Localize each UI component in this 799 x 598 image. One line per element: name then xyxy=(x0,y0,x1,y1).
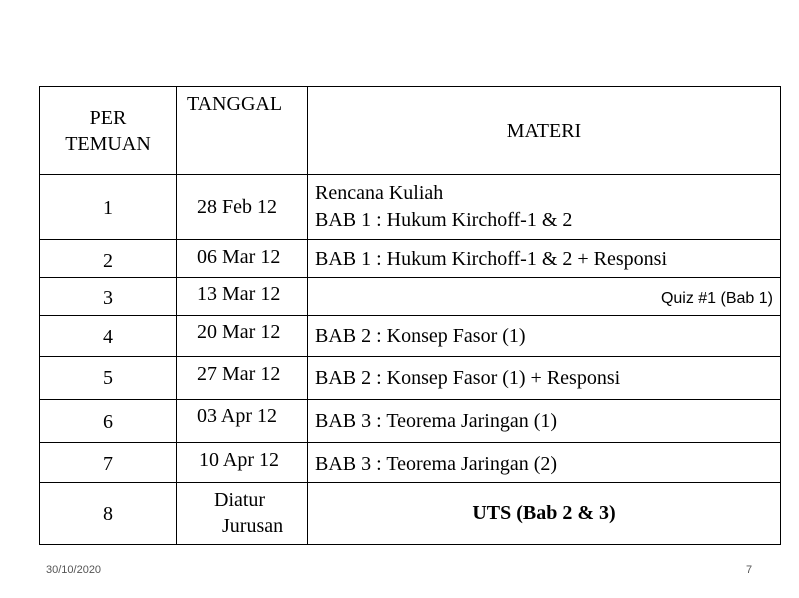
row-number: 8 xyxy=(103,502,113,525)
cell-no xyxy=(40,278,177,316)
header-materi-label: MATERI xyxy=(506,120,582,142)
row-date: 03 Apr 12 xyxy=(197,404,277,427)
row-number: 1 xyxy=(103,197,113,220)
cell-no xyxy=(40,399,177,442)
footer-page-number: 7 xyxy=(746,564,753,576)
cell-no xyxy=(40,240,177,278)
footer-date: 30/10/2020 xyxy=(46,564,102,576)
header-tanggal-label: TANGGAL xyxy=(187,93,283,115)
row-date: 10 Apr 12 xyxy=(199,448,279,471)
row-materi: BAB 3 : Teorema Jaringan (2) xyxy=(315,452,558,475)
row-date-line1: Diatur xyxy=(214,488,266,511)
row-date: 28 Feb 12 xyxy=(197,196,277,219)
header-pertemuan xyxy=(40,87,177,175)
header-pertemuan-line1: PER xyxy=(89,107,127,129)
row-materi: BAB 2 : Konsep Fasor (1) xyxy=(315,325,526,348)
cell-materi xyxy=(308,175,781,240)
row-materi-line2: BAB 1 : Hukum Kirchoff-1 & 2 xyxy=(315,209,573,232)
table-row xyxy=(40,442,781,482)
row-materi: Quiz #1 (Bab 1) xyxy=(660,290,773,308)
row-materi: BAB 2 : Konsep Fasor (1) + Responsi xyxy=(315,366,621,389)
row-number: 4 xyxy=(103,326,113,349)
table-row xyxy=(40,240,781,278)
cell-tanggal xyxy=(177,278,308,316)
row-number: 7 xyxy=(103,452,113,475)
cell-tanggal xyxy=(177,240,308,278)
cell-no xyxy=(40,442,177,482)
header-pertemuan-line2: TEMUAN xyxy=(65,133,151,155)
cell-tanggal xyxy=(177,316,308,356)
header-tanggal xyxy=(177,87,308,175)
row-materi: BAB 1 : Hukum Kirchoff-1 & 2 + Responsi xyxy=(315,248,668,271)
row-number: 5 xyxy=(103,366,113,389)
cell-materi xyxy=(308,356,781,399)
schedule-table xyxy=(39,86,781,545)
table-row xyxy=(40,399,781,442)
cell-materi xyxy=(308,316,781,356)
cell-materi xyxy=(308,482,781,544)
row-number: 2 xyxy=(103,250,113,273)
row-materi-line1: Rencana Kuliah xyxy=(315,182,444,205)
cell-tanggal xyxy=(177,442,308,482)
row-date: 13 Mar 12 xyxy=(197,283,281,306)
header-materi xyxy=(308,87,781,175)
row-date-line2: Jurusan xyxy=(222,514,284,537)
table-row xyxy=(40,278,781,316)
cell-tanggal xyxy=(177,356,308,399)
cell-no xyxy=(40,175,177,240)
cell-no xyxy=(40,316,177,356)
row-date: 06 Mar 12 xyxy=(197,246,281,269)
table-row xyxy=(40,356,781,399)
cell-tanggal xyxy=(177,175,308,240)
cell-no xyxy=(40,482,177,544)
table-row xyxy=(40,316,781,356)
cell-no xyxy=(40,356,177,399)
row-date: 20 Mar 12 xyxy=(197,321,281,344)
row-materi: BAB 3 : Teorema Jaringan (1) xyxy=(315,409,558,432)
row-date: 27 Mar 12 xyxy=(197,362,281,385)
cell-materi xyxy=(308,442,781,482)
row-materi: UTS (Bab 2 & 3) xyxy=(472,501,616,524)
table-row xyxy=(40,482,781,544)
row-number: 3 xyxy=(103,287,113,310)
cell-materi xyxy=(308,240,781,278)
row-number: 6 xyxy=(103,410,113,433)
cell-tanggal xyxy=(177,399,308,442)
cell-tanggal xyxy=(177,482,308,544)
header-row xyxy=(40,87,781,175)
table-row xyxy=(40,175,781,240)
cell-materi xyxy=(308,278,781,316)
cell-materi xyxy=(308,399,781,442)
